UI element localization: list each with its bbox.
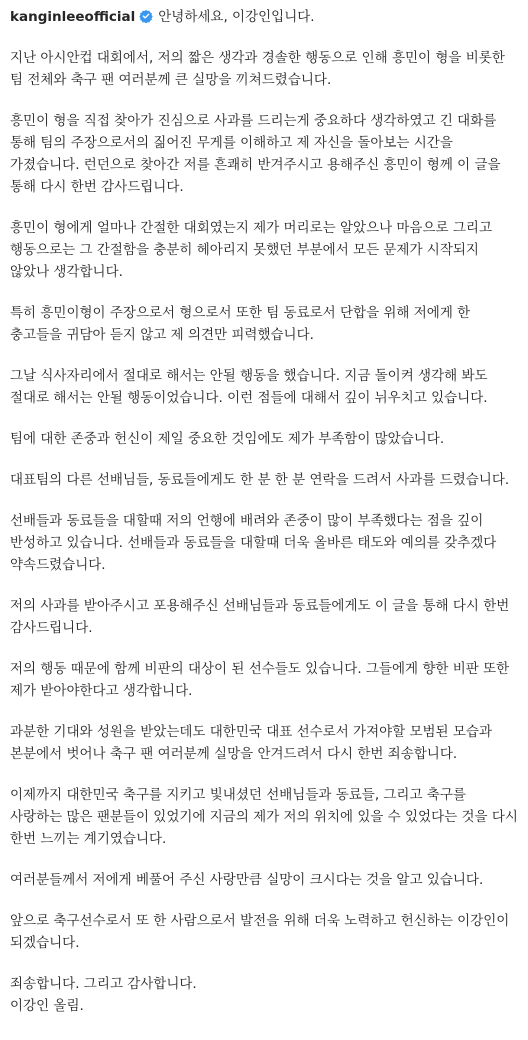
caption-paragraph-13: 여러분들께서 저에게 베풀어 주신 사랑만큼 실망이 크시다는 것을 알고 있습니다.: [10, 872, 484, 888]
caption-paragraph-9: 저의 사과를 받아주시고 포용해주신 선배님들과 동료들에게도 이 글을 통해 다시 한번 감사드립니다.: [10, 598, 510, 636]
closing-line-1: 죄송합니다. 그리고 감사합니다.: [10, 976, 197, 992]
caption-header: [10, 6, 518, 28]
signature-line: 이강인 올림.: [10, 998, 84, 1014]
caption-paragraph-11: 과분한 기대와 성원을 받았는데도 대한민국 대표 선수로서 가져야할 모범된 모습과 본분에서 벗어나 축구 팬 여러분께 실망을 안겨드려서 다시 한번 죄송합니다.: [10, 724, 493, 762]
caption-paragraph-3: 흥민이 형에게 얼마나 간절한 대회였는지 제가 머리로는 알았으나 마음으로 그리고 행동으로는 그 간절함을 충분히 헤아리지 못했던 부분에서 모든 문제가 시작되지 않았나 생각합니다.: [10, 220, 493, 280]
caption-paragraph-8: 선배들과 동료들을 대할때 저의 언행에 배려와 존중이 많이 부족했다는 점을 깊이 반성하고 있습니다. 선배들과 동료들을 대할때 더욱 올바른 태도와 예의를 갖추겠다 약속드렸습니다.: [10, 513, 497, 573]
caption-paragraph-7: 대표팀의 다른 선배님들, 동료들에게도 한 분 한 분 연락을 드려서 사과를 드렸습니다.: [10, 472, 510, 488]
caption-paragraph-12: 이제까지 대한민국 축구를 지키고 빛내셨던 선배님들과 동료들, 그리고 축구를 사랑하는 많은 팬분들이 있었기에 지금의 제가 저의 위치에 있을 수 있었다는 것을 다시 한번 느끼는 계기였습니다.: [10, 787, 518, 847]
greeting-text: 안녕하세요, 이강인입니다.: [158, 9, 315, 25]
caption-paragraph-4: 특히 흥민이형이 주장으로서 형으로서 또한 팀 동료로서 단합을 위해 저에게 한 충고들을 귀담아 듣지 않고 제 의견만 피력했습니다.: [10, 305, 471, 343]
caption-paragraph-6: 팀에 대한 존중과 헌신이 제일 중요한 것임에도 제가 부족함이 많았습니다.: [10, 431, 445, 447]
caption-paragraph-10: 저의 행동 때문에 함께 비판의 대상이 된 선수들도 있습니다. 그들에게 향한 비판 또한 제가 받아야한다고 생각합니다.: [10, 661, 510, 699]
username-link[interactable]: kanginleeofficial: [10, 9, 136, 25]
caption-paragraph-1: 지난 아시안컵 대회에서, 저의 짧은 생각과 경솔한 행동으로 인해 흥민이 형을 비롯한 팀 전체와 축구 팬 여러분께 큰 실망을 끼쳐드렸습니다.: [10, 50, 505, 88]
verified-badge-icon: [139, 9, 153, 23]
caption-paragraph-14: 앞으로 축구선수로서 또 한 사람으로서 발전을 위해 더욱 노력하고 헌신하는 이강인이 되겠습니다.: [10, 913, 510, 951]
caption-paragraph-5: 그날 식사자리에서 절대로 해서는 안될 행동을 했습니다. 지금 돌이켜 생각해 봐도 절대로 해서는 안될 행동이었습니다. 이런 점들에 대해서 깊이 뉘우치고 있습니다.: [10, 368, 488, 406]
caption-paragraph-2: 흥민이 형을 직접 찾아가 진심으로 사과를 드리는게 중요하다 생각하였고 긴 대화를 통해 팀의 주장으로서의 짊어진 무게를 이해하고 제 자신을 돌아보는 시간을 가졌습니다. 런던으로 찾아간 저를 흔쾌히 반겨주시고 용해주신 흥민이 형께 이 글을 통해 다시 한번 감사드립니다.: [10, 113, 501, 195]
